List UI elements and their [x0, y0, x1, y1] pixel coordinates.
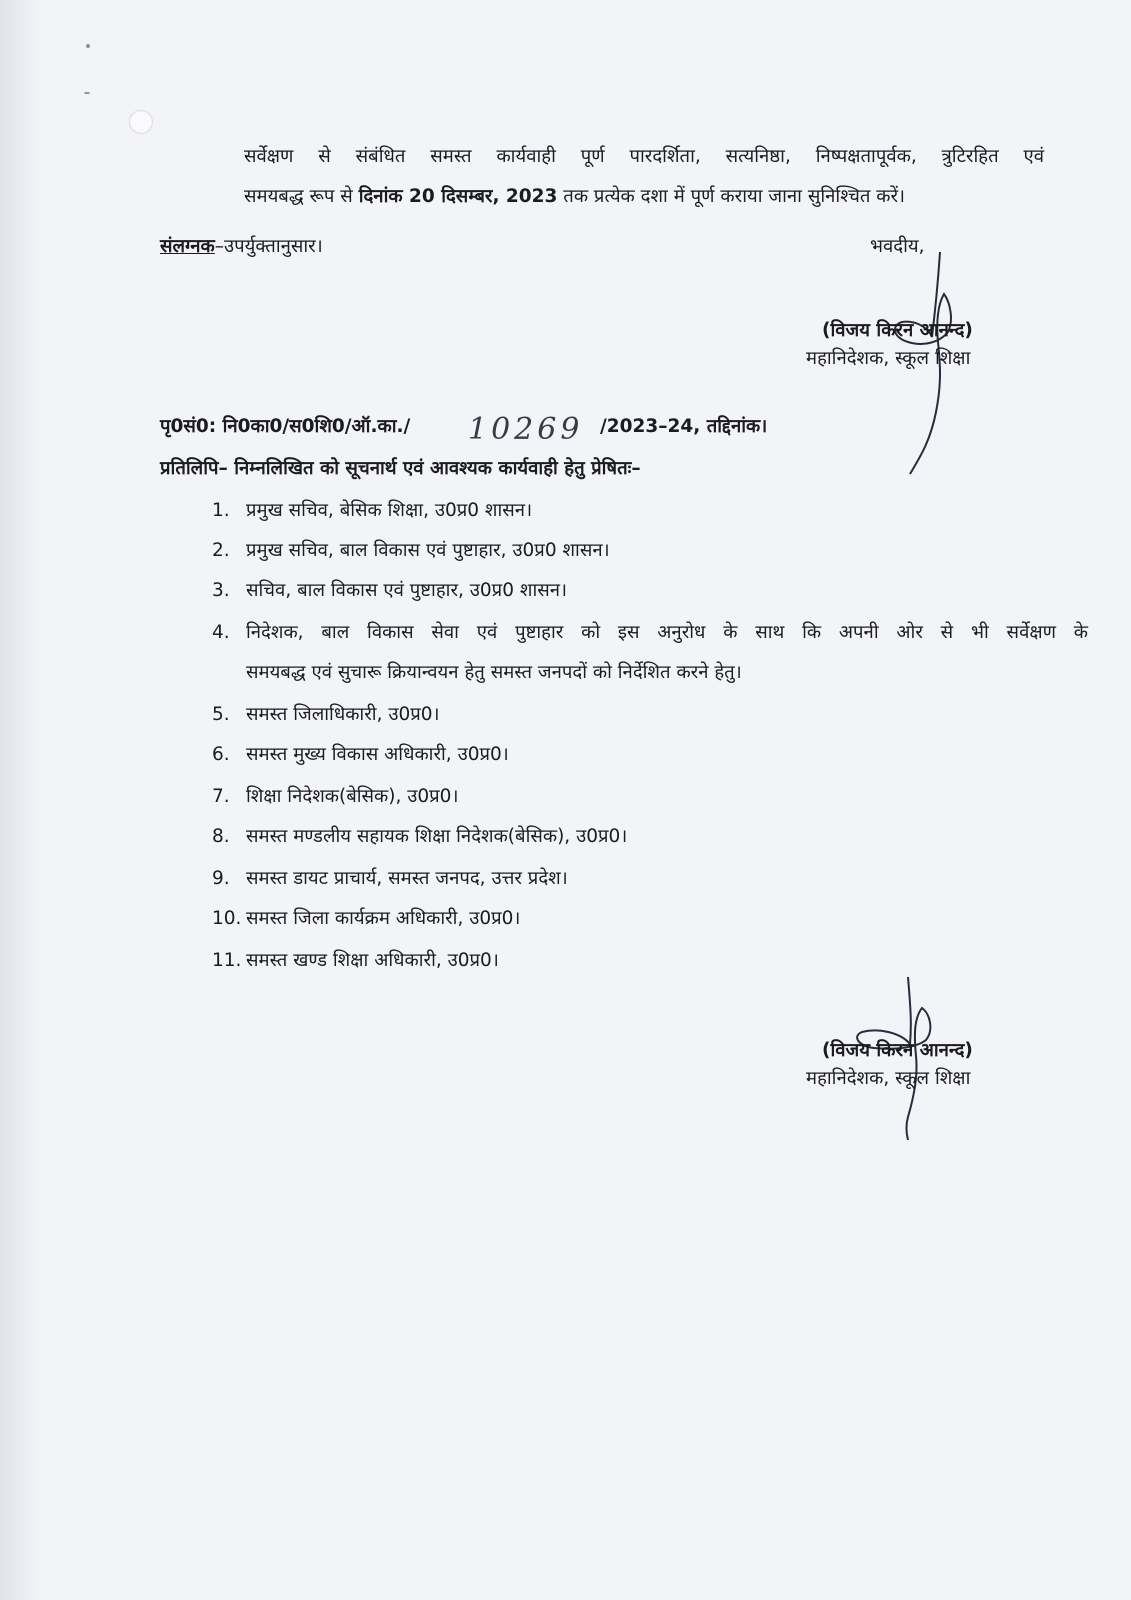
list-item-number: 2.: [212, 540, 230, 561]
list-item-text: प्रमुख सचिव, बेसिक शिक्षा, उ0प्र0 शासन।: [246, 500, 533, 521]
list-item: [212, 620, 246, 646]
list-item-text: शिक्षा निदेशक(बेसिक), उ0प्र0।: [246, 786, 459, 807]
list-item: [212, 578, 567, 604]
list-item-number: 11.: [212, 950, 242, 971]
list-item-text-continued: समयबद्ध एवं सुचारू क्रियान्वयन हेतु समस्त जनपदों को निर्देशित करने हेतु।: [246, 662, 742, 683]
scan-speck: [86, 44, 90, 48]
list-item-text: समस्त खण्ड शिक्षा अधिकारी, उ0प्र0।: [246, 950, 499, 971]
attachment-label: संलग्नक: [160, 236, 215, 257]
list-item-text: सचिव, बाल विकास एवं पुष्टाहार, उ0प्र0 शासन।: [246, 580, 568, 601]
list-item-number: 5.: [212, 704, 230, 725]
list-item-number: 1.: [212, 500, 230, 521]
list-item: [212, 948, 499, 974]
reference-prefix: पृ0सं0: नि0का0/स0शि0/ऑ.का./: [160, 416, 411, 437]
list-item-number: 4.: [212, 622, 230, 643]
list-item: [212, 866, 568, 892]
list-item: [212, 784, 458, 810]
reference-suffix: /2023–24, तद्दिनांक।: [600, 416, 768, 437]
paragraph-line-2-start: समयबद्ध रूप से: [244, 186, 359, 207]
handwritten-letter-number: 10269: [468, 412, 584, 447]
list-item-text: समस्त मण्डलीय सहायक शिक्षा निदेशक(बेसिक), उ0प्र0।: [246, 826, 628, 847]
signatory-name-2: (विजय किरन आनन्द): [822, 1040, 973, 1061]
scan-edge-shadow: [0, 0, 40, 1600]
list-item-text: प्रमुख सचिव, बाल विकास एवं पुष्टाहार, उ0प्र0 शासन।: [246, 540, 610, 561]
deadline-date: दिनांक 20 दिसम्बर, 2023: [358, 186, 558, 207]
list-item: [212, 824, 627, 850]
list-item-text: समस्त मुख्य विकास अधिकारी, उ0प्र0।: [246, 744, 509, 765]
paragraph-line-2-end: तक प्रत्येक दशा में पूर्ण कराया जाना सुनिश्चित करें।: [557, 186, 906, 207]
closing-salutation: भवदीय,: [870, 236, 925, 257]
list-item-text: समस्त डायट प्राचार्य, समस्त जनपद, उत्तर प्रदेश।: [246, 868, 568, 889]
attachment-line: [160, 234, 323, 260]
attachment-text: –उपर्युक्तानुसार।: [214, 236, 323, 257]
list-item-number: 6.: [212, 744, 230, 765]
list-item-number: 9.: [212, 868, 230, 889]
list-item: [212, 702, 440, 728]
list-item-text: निदेशक, बाल विकास सेवा एवं पुष्टाहार को इस अनुरोध के साथ कि अपनी ओर से भी सर्वेक्षण के: [246, 622, 1088, 643]
list-item-number: 10.: [212, 908, 242, 929]
signatory-designation-1: महानिदेशक, स्कूल शिक्षा: [806, 348, 971, 369]
paragraph-line-2: [244, 184, 905, 210]
list-item-number: 3.: [212, 580, 230, 601]
scan-speck: [84, 92, 90, 94]
list-item-text: समस्त जिला कार्यक्रम अधिकारी, उ0प्र0।: [246, 908, 521, 929]
punch-hole: [129, 110, 153, 134]
paragraph-line-1: सर्वेक्षण से संबंधित समस्त कार्यवाही पूर्ण पारदर्शिता, सत्यनिष्ठा, निष्पक्षतापूर्वक, त्रुटिरहित एवं: [244, 146, 1044, 167]
list-item-number: 8.: [212, 826, 230, 847]
list-item: [212, 498, 532, 524]
list-item: [212, 906, 520, 932]
signatory-designation-2: महानिदेशक, स्कूल शिक्षा: [806, 1068, 971, 1089]
signatory-name-1: (विजय किरन आनन्द): [822, 320, 973, 341]
copy-heading: प्रतिलिपि– निम्नलिखित को सूचनार्थ एवं आवश्यक कार्यवाही हेतु प्रेषितः–: [160, 458, 641, 479]
list-item: [212, 538, 610, 564]
list-item: [212, 742, 509, 768]
list-item-number: 7.: [212, 786, 230, 807]
list-item-text: समस्त जिलाधिकारी, उ0प्र0।: [246, 704, 440, 725]
